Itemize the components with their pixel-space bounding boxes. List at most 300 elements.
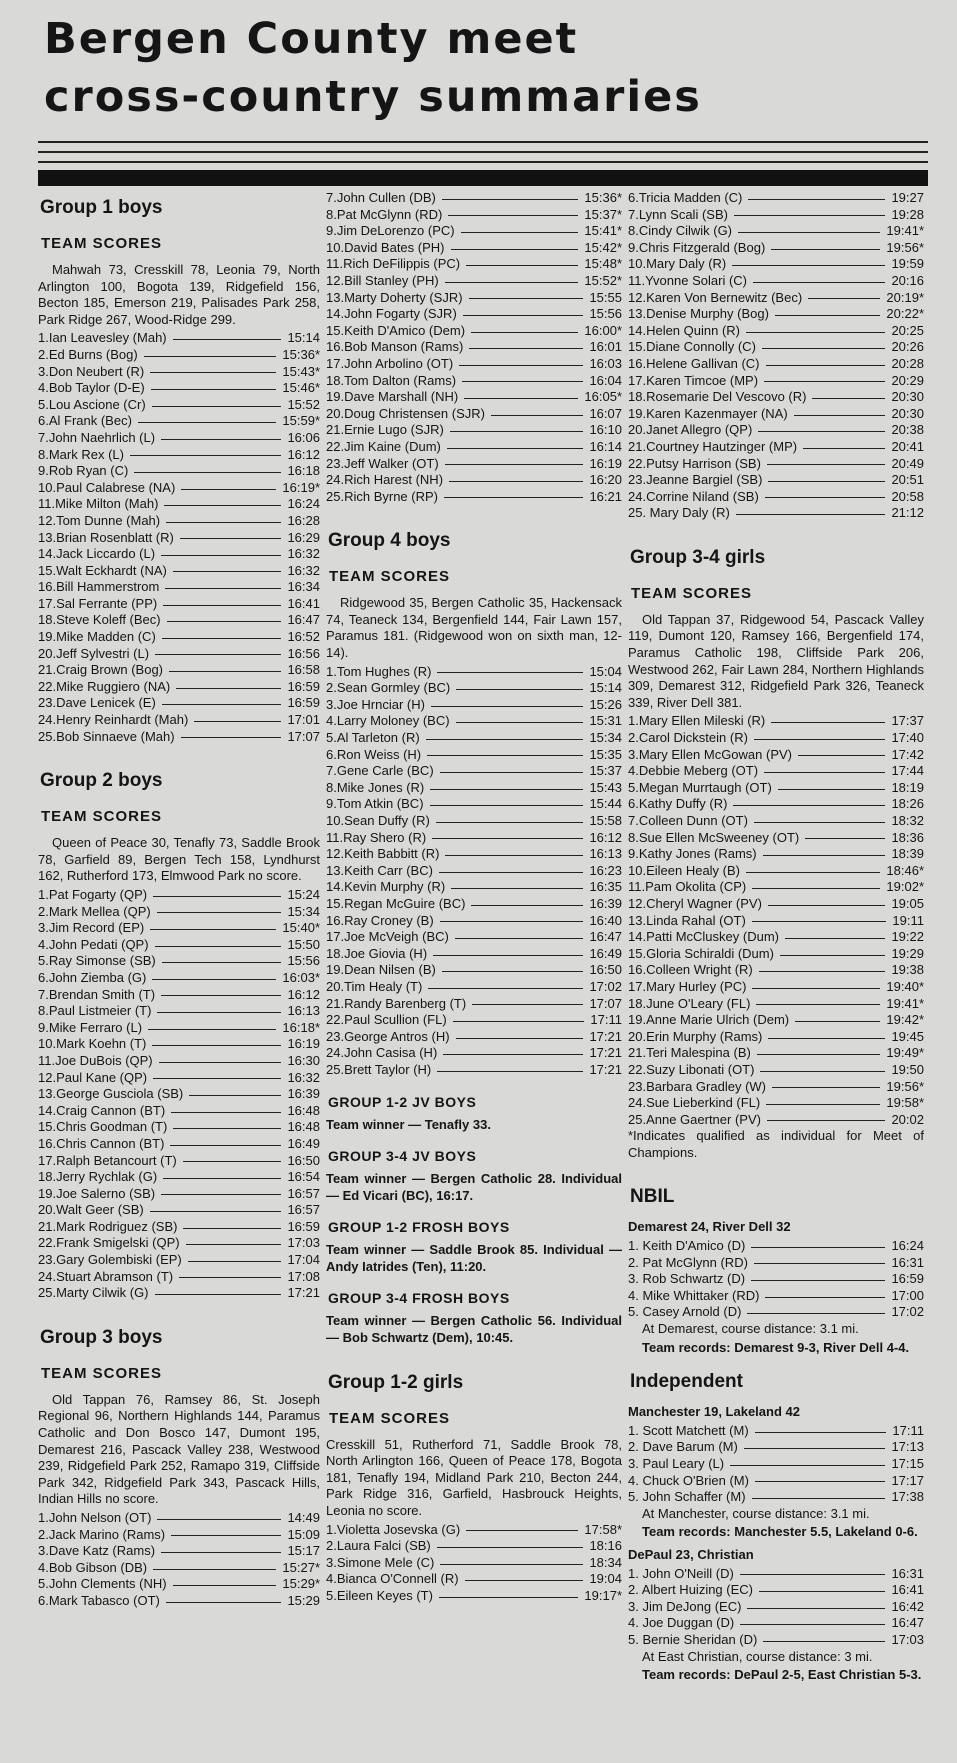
result-row <box>628 813 924 830</box>
finish-time: 17:21 <box>589 1045 622 1061</box>
finish-time: 20:51 <box>891 472 924 488</box>
result-row <box>628 1045 924 1062</box>
leader-line <box>757 1054 881 1055</box>
runner-name: 23.Gary Golembiski (EP) <box>38 1252 182 1268</box>
result-row <box>326 256 622 273</box>
runner-name: 10.Sean Duffy (R) <box>326 813 430 828</box>
finish-time: 17:44 <box>891 763 924 779</box>
leader-line <box>469 298 584 299</box>
leader-line <box>768 905 886 906</box>
runner-name: 24.Rich Harest (NH) <box>326 472 444 488</box>
finish-time: 19:22 <box>891 929 924 945</box>
leader-line <box>171 1535 281 1536</box>
finish-time: 17:40 <box>891 730 924 746</box>
finish-time: 20:22* <box>886 306 924 322</box>
finish-time: 15:36* <box>282 346 320 362</box>
runner-name: 6.Mark Tabasco (OT) <box>38 1592 160 1608</box>
finish-time: 17:21 <box>589 1028 622 1044</box>
finish-time: 15:17 <box>287 1543 320 1559</box>
result-row <box>326 190 622 207</box>
leader-line <box>459 365 583 366</box>
runner-name: 18.June O'Leary (FL) <box>628 995 751 1011</box>
leader-line <box>437 1547 584 1548</box>
leader-line <box>752 988 880 989</box>
leader-line <box>491 415 583 416</box>
finish-time: 19:59 <box>891 256 924 272</box>
runner-name: 23.Dave Lenicek (E) <box>38 695 156 711</box>
runner-name: 22.Jim Kaine (Dum) <box>326 438 441 454</box>
results-list <box>628 1566 924 1649</box>
finish-time: 18:39 <box>891 846 924 862</box>
runner-name: 7.John Cullen (DB) <box>326 190 436 205</box>
result-row <box>326 1029 622 1046</box>
finish-time: 16:59 <box>287 678 320 694</box>
runner-name: 5.Lou Ascione (Cr) <box>38 396 146 412</box>
result-row <box>628 929 924 946</box>
result-row <box>38 1202 320 1219</box>
leader-line <box>766 1104 880 1105</box>
leader-line <box>426 739 584 740</box>
runner-name: 17.John Arbolino (OT) <box>326 355 454 371</box>
finish-time: 16:42 <box>891 1598 924 1614</box>
runner-name: 16.Colleen Wright (R) <box>628 962 753 978</box>
runner-name: 5.Eileen Keyes (T) <box>326 1588 433 1603</box>
result-row <box>38 887 320 904</box>
result-row <box>38 1103 320 1120</box>
leader-line <box>166 522 281 523</box>
leader-line <box>734 215 886 216</box>
runner-name: 18.Jerry Rychlak (G) <box>38 1169 158 1185</box>
finish-time: 20:58 <box>891 488 924 504</box>
finish-time: 20:38 <box>891 422 924 438</box>
leader-line <box>431 706 583 707</box>
runner-name: 9.Tom Atkin (BC) <box>326 796 424 812</box>
runner-name: 4.Bianca O'Connell (R) <box>326 1571 459 1587</box>
result-row <box>38 513 320 530</box>
leader-line <box>134 472 281 473</box>
runner-name: 22.Mike Ruggiero (NA) <box>38 678 171 694</box>
leader-line <box>430 789 583 790</box>
finish-time: 15:29 <box>287 1592 320 1608</box>
leader-line <box>166 1602 282 1603</box>
finish-time: 19:02* <box>886 879 924 895</box>
result-row <box>628 1029 924 1046</box>
leader-line <box>173 1585 277 1586</box>
runner-name: 14.Kevin Murphy (R) <box>326 879 446 895</box>
runner-name: 15.Regan McGuire (BC) <box>326 895 466 911</box>
finish-time: 16:12 <box>287 446 320 462</box>
result-row <box>326 996 622 1013</box>
runner-name: 9.Jim DeLorenzo (PC) <box>326 223 455 239</box>
leader-line <box>465 1580 584 1581</box>
finish-time: 16:13 <box>589 846 622 862</box>
runner-name: 13.Denise Murphy (Bog) <box>628 306 769 322</box>
runner-name: 21.Randy Barenberg (T) <box>326 995 467 1011</box>
runner-name: 23.Jeff Walker (OT) <box>326 455 439 471</box>
result-row <box>38 629 320 646</box>
runner-name: 3.Simone Mele (C) <box>326 1554 435 1570</box>
runner-name: 7.John Naehrlich (L) <box>38 429 156 445</box>
finish-time: 19:56* <box>886 239 924 255</box>
leader-line <box>173 339 282 340</box>
section-heading: Independent <box>630 1371 743 1393</box>
results-list <box>38 330 320 745</box>
finish-time: 19:27 <box>891 190 924 205</box>
runner-name: 11.Mike Milton (Mah) <box>38 496 159 512</box>
team-scores-label: TEAM SCORES <box>631 584 753 602</box>
leader-line <box>437 1071 583 1072</box>
leader-line <box>805 838 885 839</box>
section-heading: NBIL <box>630 1186 675 1208</box>
result-row <box>38 380 320 397</box>
leader-line <box>752 888 880 889</box>
leader-line <box>768 481 885 482</box>
finish-time: 16:20 <box>589 472 622 488</box>
result-row <box>38 695 320 712</box>
team-records: Team records: Demarest 9-3, River Dell 4-4. <box>642 1339 910 1355</box>
results-list <box>326 664 622 1079</box>
leader-line <box>163 1178 281 1179</box>
result-row <box>38 1219 320 1236</box>
result-row <box>38 1576 320 1593</box>
leader-line <box>163 605 281 606</box>
finish-time: 20:49 <box>891 455 924 471</box>
finish-time: 17:03 <box>287 1235 320 1251</box>
finish-time: 15:36* <box>584 190 622 205</box>
leader-line <box>151 389 277 390</box>
winner-text: Team winner — Bergen Catholic 28. Individual — Ed Vicari (BC), 16:17. <box>326 1171 622 1203</box>
result-row <box>628 1112 924 1129</box>
runner-name: 12.Paul Kane (QP) <box>38 1069 148 1085</box>
leader-line <box>436 822 584 823</box>
result-row <box>326 290 622 307</box>
result-row <box>38 563 320 580</box>
winner-text: Team winner — Tenafly 33. <box>326 1116 491 1132</box>
runner-name: 3. Jim DeJong (EC) <box>628 1598 742 1614</box>
runner-name: 12.Keith Babbitt (R) <box>326 846 440 862</box>
finish-time: 16:35 <box>589 879 622 895</box>
runner-name: 8.Mike Jones (R) <box>326 779 425 795</box>
team-records: Team records: Manchester 5.5, Lakeland 0-6. <box>642 1524 918 1540</box>
leader-line <box>754 739 886 740</box>
finish-time: 19:41* <box>886 223 924 239</box>
finish-time: 16:19 <box>589 455 622 471</box>
leader-line <box>738 232 880 233</box>
result-row <box>38 1285 320 1302</box>
leader-line <box>164 505 281 506</box>
finish-time: 15:41* <box>584 223 622 239</box>
runner-name: 25.Brett Taylor (H) <box>326 1061 432 1077</box>
leader-line <box>767 1120 885 1121</box>
leader-line <box>180 538 282 539</box>
runner-name: 24.Sue Lieberkind (FL) <box>628 1095 761 1111</box>
finish-time: 17:02 <box>589 978 622 994</box>
finish-time: 15:48* <box>584 256 622 272</box>
leader-line <box>771 722 885 723</box>
leader-line <box>463 315 584 316</box>
result-row <box>38 1036 320 1053</box>
result-row <box>38 937 320 954</box>
runner-name: 3.Don Neubert (R) <box>38 363 145 379</box>
meet-score: DePaul 23, Christian <box>628 1546 754 1562</box>
result-row <box>628 489 924 506</box>
result-row <box>628 190 924 207</box>
finish-time: 16:18* <box>282 1019 320 1035</box>
result-row <box>628 472 924 489</box>
finish-time: 19:28 <box>891 206 924 222</box>
finish-time: 19:49* <box>886 1045 924 1061</box>
leader-line <box>194 721 281 722</box>
leader-line <box>183 1161 282 1162</box>
finish-time: 16:13 <box>287 1003 320 1019</box>
finish-time: 19:29 <box>891 945 924 961</box>
result-row <box>628 713 924 730</box>
finish-time: 15:50 <box>287 936 320 952</box>
leader-line <box>443 1054 583 1055</box>
finish-time: 20:25 <box>891 322 924 338</box>
finish-time: 16:05* <box>584 389 622 405</box>
result-row <box>326 664 622 681</box>
leader-line <box>449 481 583 482</box>
finish-time: 15:56 <box>589 306 622 322</box>
column-2 <box>326 190 622 1605</box>
leader-line <box>442 971 584 972</box>
result-row <box>326 373 622 390</box>
leader-line <box>471 905 583 906</box>
finish-time: 17:02 <box>891 1304 924 1320</box>
runner-name: 4.Bob Gibson (DB) <box>38 1559 148 1575</box>
runner-name: 22.Putsy Harrison (SB) <box>628 455 761 471</box>
finish-time: 15:40* <box>282 920 320 936</box>
result-row <box>326 1538 622 1555</box>
finish-time: 15:43 <box>589 779 622 795</box>
runner-name: 4.Debbie Meberg (OT) <box>628 763 759 779</box>
result-row <box>326 1555 622 1572</box>
leader-line <box>161 1552 281 1553</box>
result-row <box>326 780 622 797</box>
team-scores: Cresskill 51, Rutherford 71, Saddle Brook 78, North Arlington 166, Queen of Peace 178, Bogota 181, Tenafly 194, Midland Park 210, Becton 244, Park Ridge 316, Garfield, Hasbrouck Heights, Leonia no score. <box>326 1436 622 1519</box>
finish-time: 16:23 <box>589 862 622 878</box>
result-row <box>628 339 924 356</box>
finish-time: 19:38 <box>891 962 924 978</box>
result-row <box>38 596 320 613</box>
result-row <box>326 207 622 224</box>
leader-line <box>772 1087 880 1088</box>
finish-time: 16:19* <box>282 479 320 495</box>
finish-time: 16:39 <box>287 1086 320 1102</box>
leader-line <box>186 1244 282 1245</box>
leader-line <box>173 1128 281 1129</box>
finish-time: 15:27* <box>282 1559 320 1575</box>
result-row <box>628 879 924 896</box>
subsection-heading: GROUP 3-4 JV BOYS <box>328 1148 477 1165</box>
result-row <box>628 306 924 323</box>
result-row <box>628 1489 924 1506</box>
runner-name: 5.Megan Murrtaugh (OT) <box>628 779 772 795</box>
result-row <box>326 697 622 714</box>
runner-name: 3. Rob Schwartz (D) <box>628 1271 746 1287</box>
result-row <box>326 389 622 406</box>
runner-name: 23.Jeanne Bargiel (SB) <box>628 472 763 488</box>
runner-name: 13.Brian Rosenblatt (R) <box>38 529 174 545</box>
finish-time: 17:08 <box>287 1268 320 1284</box>
leader-line <box>763 855 886 856</box>
result-row <box>38 496 320 513</box>
meet-score: Demarest 24, River Dell 32 <box>628 1219 791 1235</box>
finish-time: 16:34 <box>287 579 320 595</box>
leader-line <box>469 348 583 349</box>
leader-line <box>760 1071 885 1072</box>
result-row <box>38 579 320 596</box>
result-row <box>628 207 924 224</box>
leader-line <box>765 497 886 498</box>
winner-text: Team winner — Bergen Catholic 56. Individual — Bob Schwartz (Dem), 10:45. <box>326 1313 622 1346</box>
runner-name: 20.Tim Healy (T) <box>326 978 423 994</box>
leader-line <box>159 1062 282 1063</box>
meet-score: Manchester 19, Lakeland 42 <box>628 1404 800 1420</box>
leader-line <box>771 249 880 250</box>
leader-line <box>466 1530 578 1531</box>
result-row <box>628 763 924 780</box>
result-row <box>628 1439 924 1456</box>
finish-time: 15:59* <box>282 413 320 429</box>
result-row <box>326 763 622 780</box>
leader-line <box>759 1591 885 1592</box>
runner-name: 2.Sean Gormley (BC) <box>326 680 451 696</box>
runner-name: 22.Frank Smigelski (QP) <box>38 1235 180 1251</box>
headline <box>44 10 924 126</box>
result-row <box>326 339 622 356</box>
runner-name: 12.Bill Stanley (PH) <box>326 272 439 288</box>
leader-line <box>447 448 584 449</box>
leader-line <box>765 1297 885 1298</box>
runner-name: 11.Joe DuBois (QP) <box>38 1052 153 1068</box>
result-row <box>38 447 320 464</box>
leader-line <box>803 448 885 449</box>
runner-name: 11.Yvonne Solari (C) <box>628 272 747 288</box>
runner-name: 23.Barbara Gradley (W) <box>628 1078 766 1094</box>
runner-name: 14.Jack Liccardo (L) <box>38 546 156 562</box>
finish-time: 16:00* <box>584 322 622 338</box>
result-row <box>326 1588 622 1605</box>
result-row <box>326 323 622 340</box>
result-row <box>628 273 924 290</box>
finish-time: 14:49 <box>287 1510 320 1525</box>
runner-name: 7.Colleen Dunn (OT) <box>628 813 748 828</box>
leader-line <box>450 431 584 432</box>
finish-time: 16:49 <box>589 945 622 961</box>
finish-time: 16:14 <box>589 438 622 454</box>
result-row <box>628 1062 924 1079</box>
finish-time: 20:02 <box>891 1111 924 1127</box>
runner-name: 8.Sue Ellen McSweeney (OT) <box>628 829 800 845</box>
finish-time: 19:40* <box>886 978 924 994</box>
results-list <box>326 190 622 505</box>
runner-name: 20.Doug Christensen (SJR) <box>326 405 485 421</box>
leader-line <box>466 265 578 266</box>
leader-line <box>442 199 579 200</box>
result-row <box>628 1456 924 1473</box>
result-row <box>628 456 924 473</box>
leader-line <box>439 872 584 873</box>
leader-line <box>740 1624 885 1625</box>
leader-line <box>732 265 885 266</box>
runner-name: 18.Joe Giovia (H) <box>326 945 428 961</box>
rule <box>38 161 928 163</box>
result-row <box>38 546 320 563</box>
result-row <box>628 1288 924 1305</box>
runner-name: 20.Erin Murphy (Rams) <box>628 1028 763 1044</box>
runner-name: 17.Mary Hurley (PC) <box>628 978 747 994</box>
runner-name: 24.John Casisa (H) <box>326 1045 438 1061</box>
leader-line <box>165 588 281 589</box>
result-row <box>38 662 320 679</box>
finish-time: 16:28 <box>287 512 320 528</box>
runner-name: 24.Henry Reinhardt (Mah) <box>38 712 189 728</box>
result-row <box>628 747 924 764</box>
finish-time: 18:36 <box>891 829 924 845</box>
finish-time: 16:24 <box>891 1238 924 1254</box>
leader-line <box>176 688 281 689</box>
finish-time: 19:41* <box>886 995 924 1011</box>
finish-time: 19:58* <box>886 1095 924 1111</box>
runner-name: 21.Teri Malespina (B) <box>628 1045 751 1061</box>
finish-time: 19:42* <box>886 1012 924 1028</box>
runner-name: 15.Chris Goodman (T) <box>38 1119 168 1135</box>
leader-line <box>778 789 886 790</box>
runner-name: 8.Paul Listmeier (T) <box>38 1003 152 1019</box>
runner-name: 24.Corrine Niland (SB) <box>628 488 759 504</box>
result-row <box>628 979 924 996</box>
finish-time: 20:29 <box>891 372 924 388</box>
runner-name: 15.Gloria Schiraldi (Dum) <box>628 945 774 961</box>
result-row <box>38 920 320 937</box>
leader-line <box>472 1004 583 1005</box>
finish-time: 15:31 <box>589 713 622 729</box>
finish-time: 16:39 <box>589 895 622 911</box>
result-row <box>326 879 622 896</box>
leader-line <box>785 938 885 939</box>
finish-time: 16:47 <box>891 1615 924 1631</box>
finish-time: 15:34 <box>287 903 320 919</box>
leader-line <box>762 348 886 349</box>
runner-name: 22.Suzy Libonati (OT) <box>628 1061 755 1077</box>
finish-time: 17:37 <box>891 713 924 729</box>
runner-name: 14.Craig Cannon (BT) <box>38 1102 166 1118</box>
result-row <box>628 1423 924 1440</box>
result-row <box>38 330 320 347</box>
finish-time: 16:48 <box>287 1102 320 1118</box>
result-row <box>326 863 622 880</box>
finish-time: 17:42 <box>891 746 924 762</box>
runner-name: 14.Patti McCluskey (Dum) <box>628 929 779 945</box>
runner-name: 19.Mike Madden (C) <box>38 629 156 645</box>
runner-name: 2. Albert Huizing (EC) <box>628 1582 753 1598</box>
runner-name: 6.Al Frank (Bec) <box>38 413 132 429</box>
finish-time: 16:59 <box>287 695 320 711</box>
runner-name: 17.Ralph Betancourt (T) <box>38 1152 177 1168</box>
runner-name: 10.Paul Calabrese (NA) <box>38 479 176 495</box>
leader-line <box>188 1261 282 1262</box>
leader-line <box>461 232 579 233</box>
leader-line <box>471 332 578 333</box>
runner-name: 11.Ray Shero (R) <box>326 829 427 845</box>
runner-name: 8.Cindy Cilwik (G) <box>628 223 733 239</box>
result-row <box>628 373 924 390</box>
leader-line <box>428 988 583 989</box>
result-row <box>38 397 320 414</box>
finish-time: 17:21 <box>589 1061 622 1077</box>
